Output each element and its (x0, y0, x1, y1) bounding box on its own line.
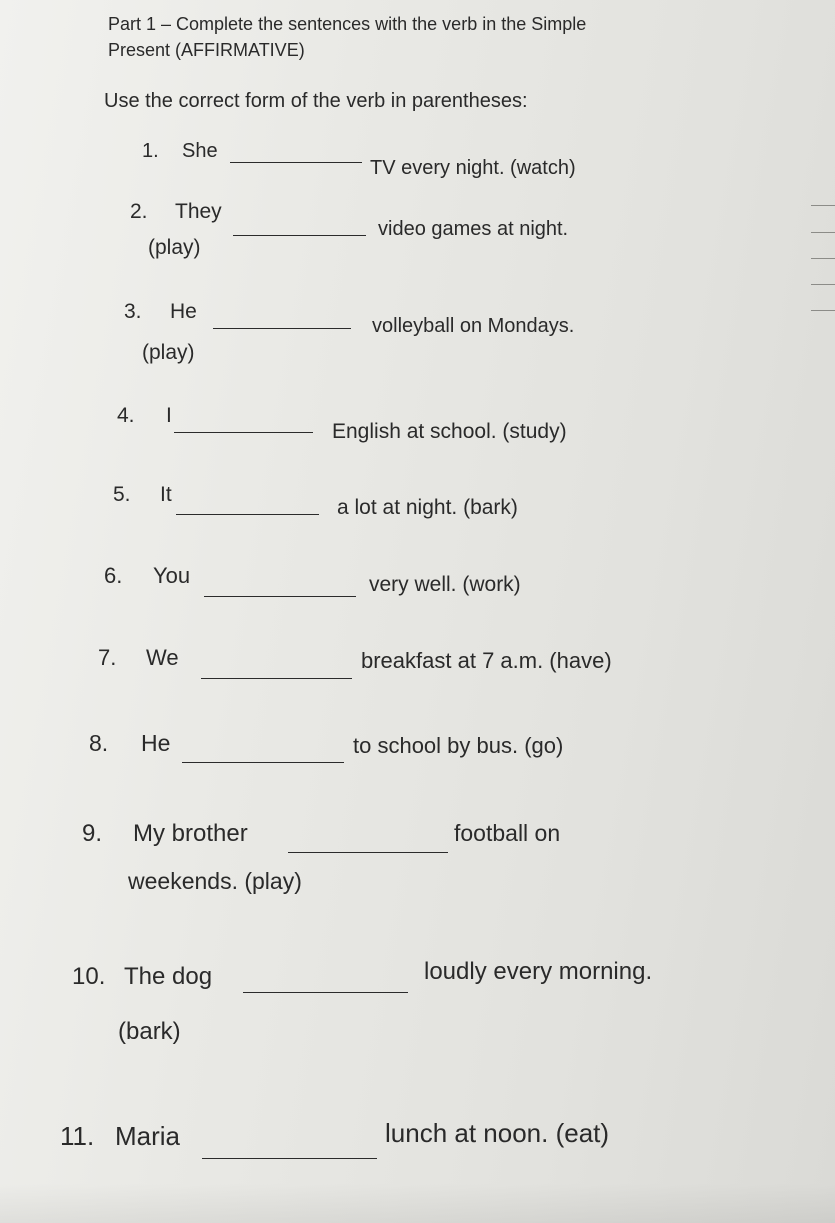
item-subject: It (160, 483, 172, 506)
item-subject: My brother (133, 820, 248, 847)
item-text-continued: (play) (148, 236, 201, 259)
item-text: English at school. (study) (332, 420, 567, 443)
item-number: 10. (72, 963, 106, 990)
answer-blank[interactable] (201, 678, 352, 679)
answer-blank[interactable] (233, 235, 366, 236)
item-number: 1. (142, 140, 159, 162)
edge-mark (811, 310, 835, 311)
item-text-continued: weekends. (play) (128, 868, 302, 894)
answer-blank[interactable] (243, 992, 408, 993)
item-text-continued: (play) (142, 341, 195, 364)
item-number: 4. (117, 404, 135, 427)
edge-mark (811, 258, 835, 259)
item-subject: She (182, 140, 218, 162)
edge-mark (811, 232, 835, 233)
photo-shadow (0, 1183, 835, 1223)
item-subject: Maria (115, 1121, 181, 1151)
item-text: a lot at night. (bark) (337, 496, 518, 519)
item-text: football on (454, 820, 561, 846)
item-number: 5. (113, 483, 131, 506)
worksheet-title-line2: Present (AFFIRMATIVE) (108, 40, 305, 60)
item-number: 2. (130, 200, 148, 223)
answer-blank[interactable] (213, 328, 351, 329)
answer-blank[interactable] (176, 514, 319, 515)
item-subject: He (141, 730, 171, 756)
item-subject: I (166, 404, 172, 427)
item-text: breakfast at 7 a.m. (have) (361, 648, 612, 673)
item-number: 9. (82, 820, 103, 847)
answer-blank[interactable] (182, 762, 344, 763)
item-number: 8. (89, 730, 109, 756)
item-text: TV every night. (watch) (370, 157, 576, 179)
item-subject: They (175, 200, 222, 223)
edge-mark (811, 284, 835, 285)
answer-blank[interactable] (288, 852, 448, 853)
item-subject: The dog (124, 963, 213, 990)
item-number: 3. (124, 300, 142, 323)
answer-blank[interactable] (174, 432, 313, 433)
item-subject: He (170, 300, 197, 323)
item-text-continued: (bark) (118, 1018, 181, 1045)
answer-blank[interactable] (204, 596, 356, 597)
item-text: volleyball on Mondays. (372, 315, 575, 337)
item-number: 7. (98, 645, 117, 670)
item-text: very well. (work) (369, 573, 521, 596)
answer-blank[interactable] (202, 1158, 377, 1159)
edge-mark (811, 205, 835, 206)
item-subject: You (153, 563, 191, 588)
item-number: 11. (60, 1121, 95, 1151)
item-number: 6. (104, 563, 123, 588)
item-text: to school by bus. (go) (353, 733, 564, 758)
answer-blank[interactable] (230, 162, 362, 163)
worksheet-title-line1: Part 1 – Complete the sentences with the verb in the Simple (108, 14, 587, 34)
item-text: loudly every morning. (424, 958, 653, 985)
item-text: lunch at noon. (eat) (385, 1118, 610, 1148)
item-text: video games at night. (378, 218, 569, 240)
instruction-text: Use the correct form of the verb in parentheses: (104, 90, 528, 112)
item-subject: We (146, 645, 179, 670)
